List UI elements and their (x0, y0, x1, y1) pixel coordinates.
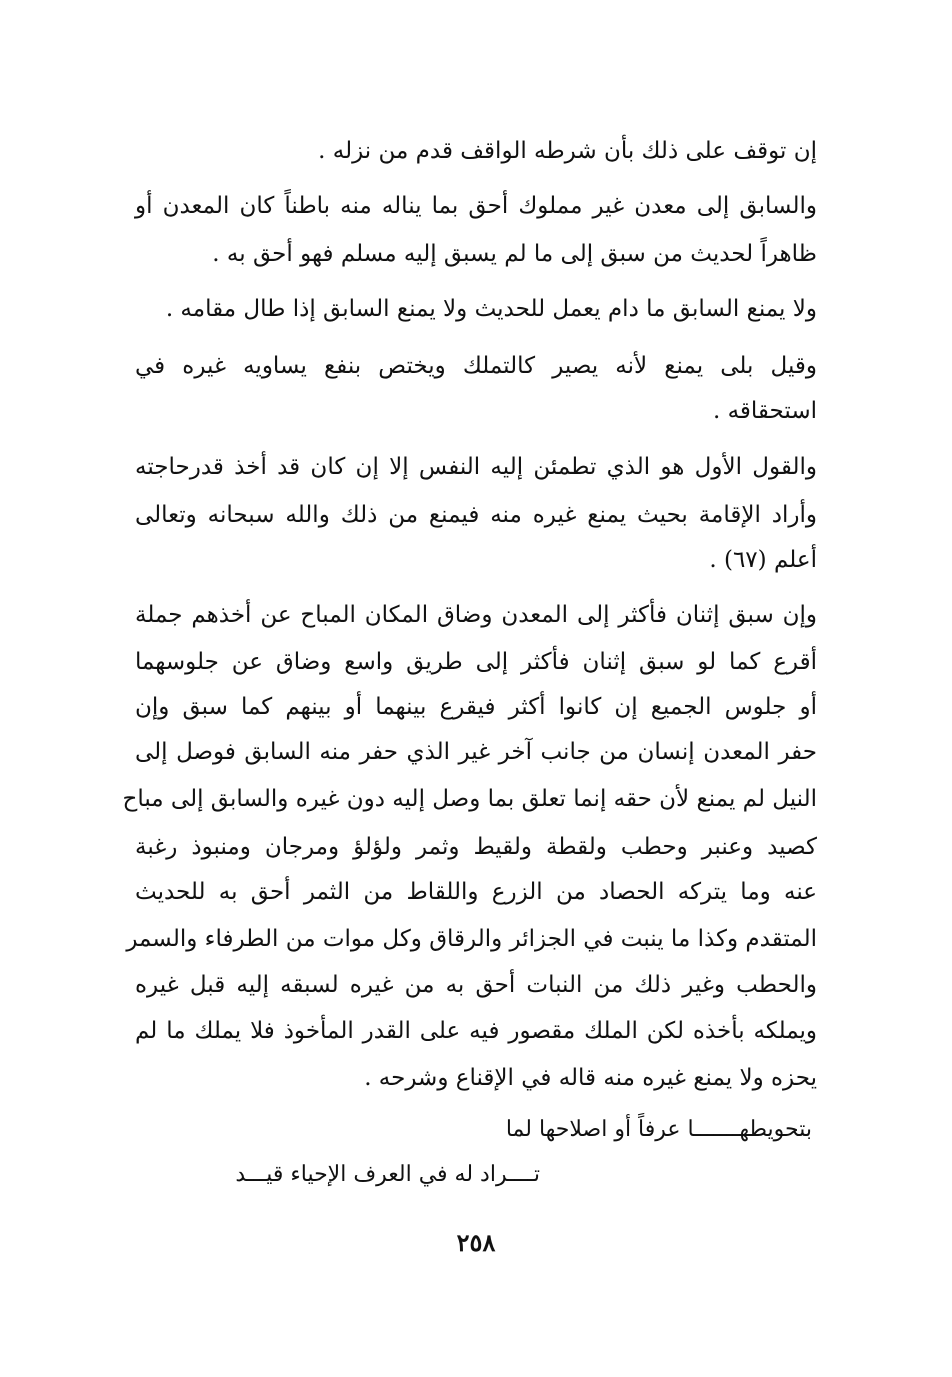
text-line-12: أو جلوس الجميع إن كانوا أكثر فيقرع بينهما أو بينهم كما سبق وإن (135, 694, 817, 720)
text-line-9: أعلم (٦٧) . (709, 547, 817, 573)
page-number: ٢٥٨ (456, 1228, 496, 1257)
text-line-19: ويملكه بأخذه لكن الملك مقصور فيه على القدر المأخوذ فلا يملك ما لم (135, 1018, 817, 1044)
text-line-2: والسابق إلى معدن غير مملوك أحق بما يناله منه باطناً كان المعدن أو (135, 193, 817, 219)
text-line-1: إن توقف على ذلك بأن شرطه الواقف قدم من نزله . (318, 138, 817, 164)
text-line-10: وإن سبق إثنان فأكثر إلى المعدن وضاق المكان المباح عن أخذهم جملة (135, 602, 817, 628)
text-line-4: ولا يمنع السابق ما دام يعمل للحديث ولا يمنع السابق إذا طال مقامه . (165, 296, 817, 322)
text-line-20: يحزه ولا يمنع غيره منه قاله في الإقناع وشرحه . (364, 1065, 817, 1091)
text-line-18: والحطب وغير ذلك من النبات أحق به من غيره لسبقه إليه قبل غيره (135, 972, 817, 998)
text-line-14: النيل لم يمنع لأن حقه إنما تعلق بما وصل إليه دون غيره والسابق إلى مباح (122, 786, 817, 812)
text-line-7: والقول الأول هو الذي تطمئن إليه النفس إلا إن كان قد أخذ قدرحاجته (135, 454, 817, 480)
text-line-16: عنه وما يتركه الحصاد من الزرع واللقاط من الثمر أحق به للحديث (135, 879, 817, 905)
text-line-8: وأراد الإقامة بحيث يمنع غيره منه فيمنع من ذلك والله سبحانه وتعالى (135, 502, 817, 528)
verse-line-1: بتحويطهـــــــا عرفاً أو اصلاحها لما (505, 1117, 812, 1142)
text-line-3: ظاهراً لحديث من سبق إلى ما لم يسبق إليه مسلم فهو أحق به . (212, 241, 817, 267)
text-line-17: المتقدم وكذا ما ينبت في الجزائر والرقاق وكل موات من الطرفاء والسمر (126, 926, 817, 952)
text-line-6: استحقاقه . (712, 398, 817, 424)
text-line-5: وقيل بلى يمنع لأنه يصير كالتملك ويختص بنفع يساويه غيره في (135, 353, 817, 379)
text-line-13: حفر المعدن إنسان من جانب آخر غير الذي حفر منه السابق فوصل إلى (135, 739, 817, 765)
verse-line-2: تــــراد له في العرف الإحياء قيـــد (235, 1162, 540, 1187)
text-line-15: كصيد وعنبر وحطب ولقطة ولقيط وثمر ولؤلؤ ومرجان ومنبوذ رغبة (135, 834, 817, 860)
text-line-11: أقرع كما لو سبق إثنان فأكثر إلى طريق واسع وضاق عن جلوسهما (135, 649, 817, 675)
